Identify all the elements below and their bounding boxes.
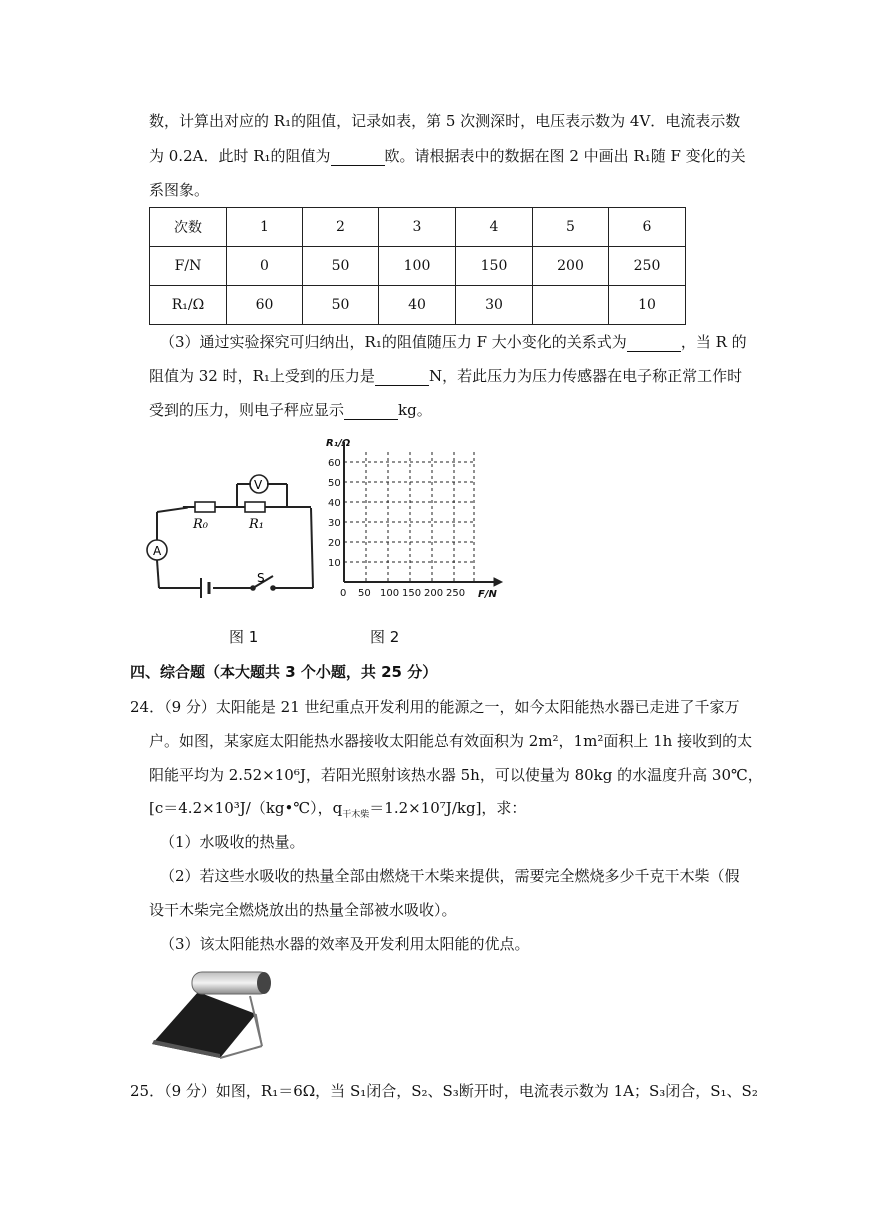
table-cell: 50 — [303, 247, 379, 286]
table-cell: 5 — [533, 208, 609, 247]
table-cell: 1 — [227, 208, 303, 247]
q24-line-1: 24．（9 分）太阳能是 21 世纪重点开发利用的能源之一，如今太阳能热水器已走进了千家万 — [130, 698, 740, 716]
graph-x-tick: 250 — [446, 588, 466, 599]
answer-blank-mass[interactable] — [344, 403, 398, 420]
answer-blank-force[interactable] — [375, 369, 429, 386]
q23-part3-line-1 — [160, 332, 747, 352]
q23-part3-line-3b: kg。 — [398, 401, 432, 419]
answer-blank-r1[interactable] — [331, 149, 385, 166]
figure-1-caption: 图 1 — [229, 628, 259, 646]
q23-text-line-2 — [149, 146, 746, 166]
graph-x-tick: 200 — [424, 588, 444, 599]
table-cell: F/N — [150, 247, 227, 286]
q23-part3-line-2b: N，若此压力为压力传感器在电子称正常工作时 — [428, 367, 743, 385]
table-row — [150, 247, 686, 286]
table-cell: 次数 — [150, 208, 227, 247]
voltmeter-label: V — [254, 478, 263, 492]
graph-y-tick: 60 — [328, 458, 341, 469]
graph-x-label: F/N — [478, 589, 497, 600]
q24-sub-2a: （2）若这些水吸收的热量全部由燃烧干木柴来提供，需要完全燃烧多少千克干木柴（假 — [160, 867, 740, 885]
table-cell: 50 — [303, 286, 379, 325]
data-table — [149, 207, 686, 325]
q24-line-3: 阳能平均为 2.52×10⁶J，若阳光照射该热水器 5h，可以使量为 80kg 的水温度升高 30℃， — [149, 766, 763, 784]
graph-y-tick: 50 — [328, 478, 341, 489]
q24-line-4 — [149, 798, 526, 818]
graph-y-tick: 30 — [328, 518, 341, 529]
q23-text-line-3: 系图象。 — [149, 181, 210, 199]
table-cell: 150 — [456, 247, 533, 286]
answer-blank-formula[interactable] — [627, 335, 681, 352]
q23-part3-line-1a: （3）通过实验探究可归纳出，R₁的阻值随压力 F 大小变化的关系式为 — [160, 333, 627, 351]
graph-y-tick: 10 — [328, 558, 341, 569]
table-cell: 3 — [379, 208, 456, 247]
q25-line-1: 25．（9 分）如图，R₁＝6Ω，当 S₁闭合，S₂、S₃断开时，电流表示数为 1A；S₃闭合，S₁、S₂ — [130, 1082, 758, 1100]
q23-part3-line-3 — [149, 400, 432, 420]
r1-label: R₁ — [249, 517, 264, 532]
graph-x-tick: 100 — [380, 588, 400, 599]
graph-y-tick: 40 — [328, 498, 341, 509]
table-cell: 30 — [456, 286, 533, 325]
graph-x-tick: 0 — [340, 588, 347, 599]
figure-2-caption: 图 2 — [370, 628, 400, 646]
solar-water-heater-image — [150, 966, 275, 1061]
q24-line-2: 户。如图，某家庭太阳能热水器接收太阳能总有效面积为 2m²，1m²面积上 1h 接收到的太 — [149, 732, 753, 750]
circuit-diagram — [145, 460, 325, 605]
graph-y-tick: 20 — [328, 538, 341, 549]
q23-part3-line-2a: 阻值为 32 时，R₁上受到的压力是 — [149, 367, 375, 385]
q24-line-4b: ＝1.2×10⁷J/kg]，求： — [369, 799, 527, 817]
graph-y-label: R₁/Ω — [326, 438, 351, 449]
graph-x-tick: 50 — [358, 588, 371, 599]
q24-sub-3: （3）该太阳能热水器的效率及开发利用太阳能的优点。 — [160, 935, 530, 953]
q24-line-4a: [c＝4.2×10³J/（kg•℃），q — [149, 799, 343, 817]
table-cell: 0 — [227, 247, 303, 286]
q23-text-line-1: 数，计算出对应的 R₁的阻值，记录如表，第 5 次测深时，电压表示数为 4V．电流表示数 — [149, 112, 741, 130]
table-cell: 6 — [609, 208, 686, 247]
q24-line-4-subscript: 干木柴 — [342, 810, 370, 820]
q23-text-line-2a: 为 0.2A．此时 R₁的阻值为 — [149, 147, 331, 165]
q23-part3-line-2 — [149, 366, 742, 386]
table-row — [150, 208, 686, 247]
ammeter-label: A — [153, 544, 162, 558]
table-cell: R₁/Ω — [150, 286, 227, 325]
table-cell: 2 — [303, 208, 379, 247]
switch-label: S — [257, 571, 265, 585]
graph-x-tick: 150 — [402, 588, 422, 599]
table-row — [150, 286, 686, 325]
section-heading: 四、综合题（本大题共 3 个小题，共 25 分） — [130, 663, 438, 681]
table-cell: 200 — [533, 247, 609, 286]
q24-sub-1: （1）水吸收的热量。 — [160, 833, 305, 851]
table-cell: 250 — [609, 247, 686, 286]
q24-sub-2b: 设干木柴完全燃烧放出的热量全部被水吸收）。 — [149, 901, 457, 919]
r0-label: R₀ — [193, 517, 208, 532]
table-cell: 60 — [227, 286, 303, 325]
q23-text-line-2b: 欧。请根据表中的数据在图 2 中画出 R₁随 F 变化的关 — [384, 147, 746, 165]
table-cell: 100 — [379, 247, 456, 286]
q23-part3-line-1b: ，当 R 的 — [680, 333, 747, 351]
table-cell: 40 — [379, 286, 456, 325]
table-cell: 4 — [456, 208, 533, 247]
answer-cell-r1[interactable] — [533, 286, 609, 325]
q23-part3-line-3a: 受到的压力，则电子秤应显示 — [149, 401, 345, 419]
table-cell: 10 — [609, 286, 686, 325]
graph-grid — [318, 432, 518, 602]
